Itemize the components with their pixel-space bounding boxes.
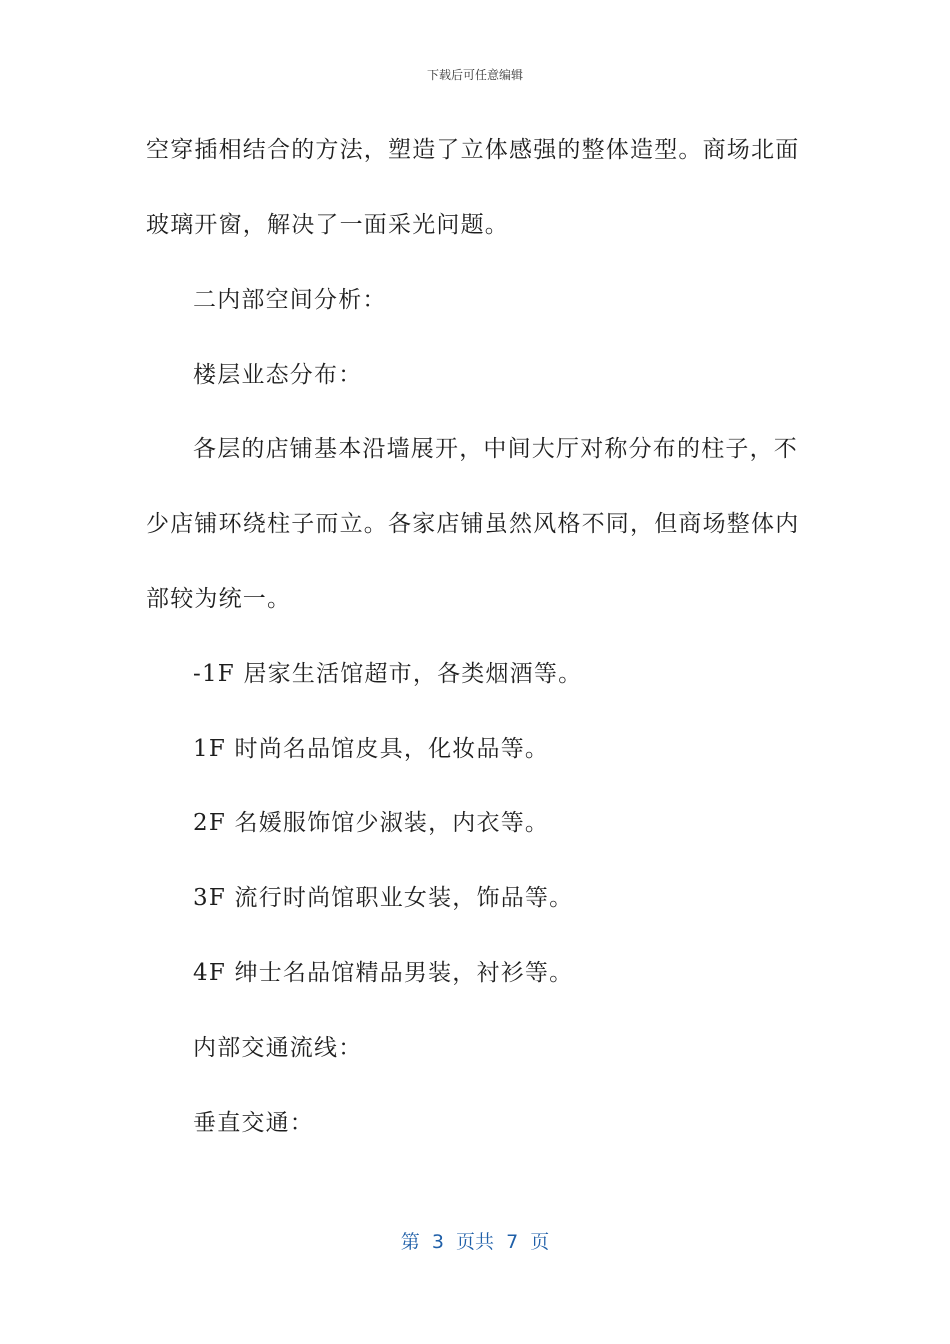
subsection-heading: 楼层业态分布：: [193, 362, 363, 388]
page-header: 下载后可任意编辑: [426, 68, 523, 82]
floor-item: 4F 绅士名品馆精品男装，衬衫等。: [193, 960, 574, 986]
paragraph-line: 各层的店铺基本沿墙展开，中间大厅对称分布的柱子，不: [193, 436, 798, 462]
floor-item: 1F 时尚名品馆皮具，化妆品等。: [193, 736, 550, 762]
paragraph-line: 少店铺环绕柱子而立。各家店铺虽然风格不同，但商场整体内: [146, 511, 800, 537]
section-heading: 二内部空间分析：: [193, 287, 387, 313]
floor-item: -1F 居家生活馆超市，各类烟酒等。: [193, 661, 583, 687]
paragraph-line: 空穿插相结合的方法，塑造了立体感强的整体造型。商场北面: [146, 137, 800, 163]
floor-item: 2F 名媛服饰馆少淑装，内衣等。: [193, 810, 550, 836]
floor-item: 3F 流行时尚馆职业女装，饰品等。: [193, 885, 574, 911]
paragraph-line: 部较为统一。: [146, 586, 292, 612]
page-number-footer: 第 3 页共 7 页: [400, 1231, 550, 1253]
paragraph-line: 玻璃开窗，解决了一面采光问题。: [146, 212, 509, 238]
subsection-heading: 内部交通流线：: [193, 1035, 363, 1061]
subsection-heading: 垂直交通：: [193, 1110, 314, 1136]
